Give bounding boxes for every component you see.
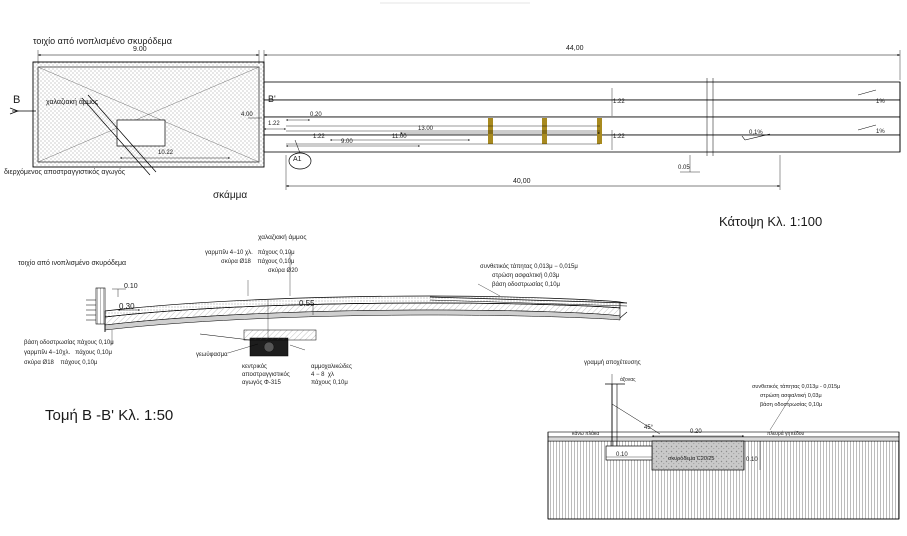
section-mark-b-left: Β (13, 94, 21, 106)
detail-right-note: πλευρά γηπέδου (767, 431, 805, 437)
section-gravel-spec-1: γαρμπίλι 4−10 χλ. πάχους 0,10μ (205, 250, 295, 256)
section-wall-note: τοιχίο από ινοπλισμένο σκυρόδεμα (18, 260, 127, 267)
section-dim-010: 0.10 (124, 283, 138, 290)
section-central-drain-1: κεντρικός (242, 364, 267, 370)
section-caption: Τομή Β -Β' Κλ. 1:50 (45, 407, 174, 424)
detail-a1-view (548, 374, 899, 519)
dim-122-c: 1.22 (613, 99, 625, 105)
dim-005: 0.05 (678, 165, 690, 171)
plan-excavation-note: σκάμμα (213, 190, 248, 201)
detail-concrete-note: σκυρόδεμα C20/25 (668, 456, 715, 462)
slope-mid: 0,1% (749, 130, 763, 136)
section-gravel-note: χαλαζιακή άμμος (258, 234, 307, 241)
section-base-3: σκύρα Ø18 πάχους 0,10μ (24, 360, 98, 366)
section-dim-030: 0.30 (119, 302, 135, 311)
detail-dim-010b: 0.10 (746, 457, 758, 463)
dim-020: 0.20 (310, 112, 322, 118)
slope-right-bottom: 1% (876, 129, 885, 135)
plan-view (10, 50, 900, 190)
detail-spec-3: βάση οδοστρωσίας 0,10μ (760, 402, 823, 408)
detail-drain-line-note: γραμμή αποχέτευσης (584, 360, 641, 366)
slope-right-top: 1% (876, 99, 885, 105)
section-asphalt-1: συνθετικός τάπητας 0,013μ − 0,015μ (480, 264, 578, 270)
section-base-2: γαρμπίλι 4−10χλ. πάχους 0,10μ (24, 350, 112, 356)
dim-1300: 13.00 (418, 126, 434, 132)
detail-dim-010: 0.10 (616, 452, 628, 458)
section-dim-055: 0.55 (299, 299, 315, 308)
dim-left-width: 9.00 (133, 46, 147, 53)
detail-angle: 45° (644, 425, 654, 431)
dim-inner-length: 40,00 (513, 178, 531, 185)
dim-122-b: 1.22 (313, 134, 325, 140)
plan-drain-note: διερχόμενος αποστραγγιστικός αγωγός (4, 169, 126, 176)
section-asphalt-2: στρώση ασφαλτική 0,03μ (492, 273, 560, 279)
section-rounded-2: 4 − 8 χλ (311, 372, 334, 378)
dim-400: 4.00 (241, 112, 253, 118)
section-rounded-1: αμμοχαλικώδες (311, 364, 352, 370)
dim-900: 9.00 (341, 139, 353, 145)
dim-122-a: 1.22 (268, 121, 280, 127)
plan-caption: Κάτοψη Κλ. 1:100 (719, 214, 823, 229)
section-gravel-spec-2: σκύρα Ø18 πάχους 0,10μ (221, 259, 295, 265)
detail-spec-2: στρώση ασφαλτική 0,03μ (760, 393, 822, 399)
section-central-drain-2: αποστραγγιστικός (242, 372, 290, 378)
section-gravel-spec-3: σκύρα Ø20 (268, 268, 298, 274)
detail-dim-020: 0.20 (690, 429, 702, 435)
plan-wall-note: τοιχίο από ινοπλισμένο σκυρόδεμα (33, 36, 172, 46)
dim-left-height: 10.22 (158, 150, 174, 156)
dim-total-length: 44,00 (566, 45, 584, 52)
section-rounded-3: πάχους 0,10μ (311, 380, 348, 386)
section-base-1: βάση οδοστρωσίας πάχους 0,10μ (24, 340, 114, 346)
section-asphalt-3: βάση οδοστρωσίας 0,10μ (492, 282, 561, 288)
section-mark-b-right: Β' (268, 94, 276, 104)
section-central-drain-3: αγωγός Φ-315 (242, 380, 281, 386)
detail-axis-note: άξονας (620, 377, 636, 383)
section-geotextile: γεωύφασμα (196, 352, 228, 358)
detail-left-note: κάνω πλάκα (572, 431, 600, 437)
detail-spec-1: συνθετικός τάπητας 0,013μ - 0,015μ (752, 384, 841, 390)
dim-1100: 11.00 (392, 134, 407, 140)
dim-122-d: 1.22 (613, 134, 625, 140)
detail-bubble-a1: Α1 (293, 156, 302, 163)
plan-gravel-note: χαλαζιακή άμμος (46, 99, 99, 106)
